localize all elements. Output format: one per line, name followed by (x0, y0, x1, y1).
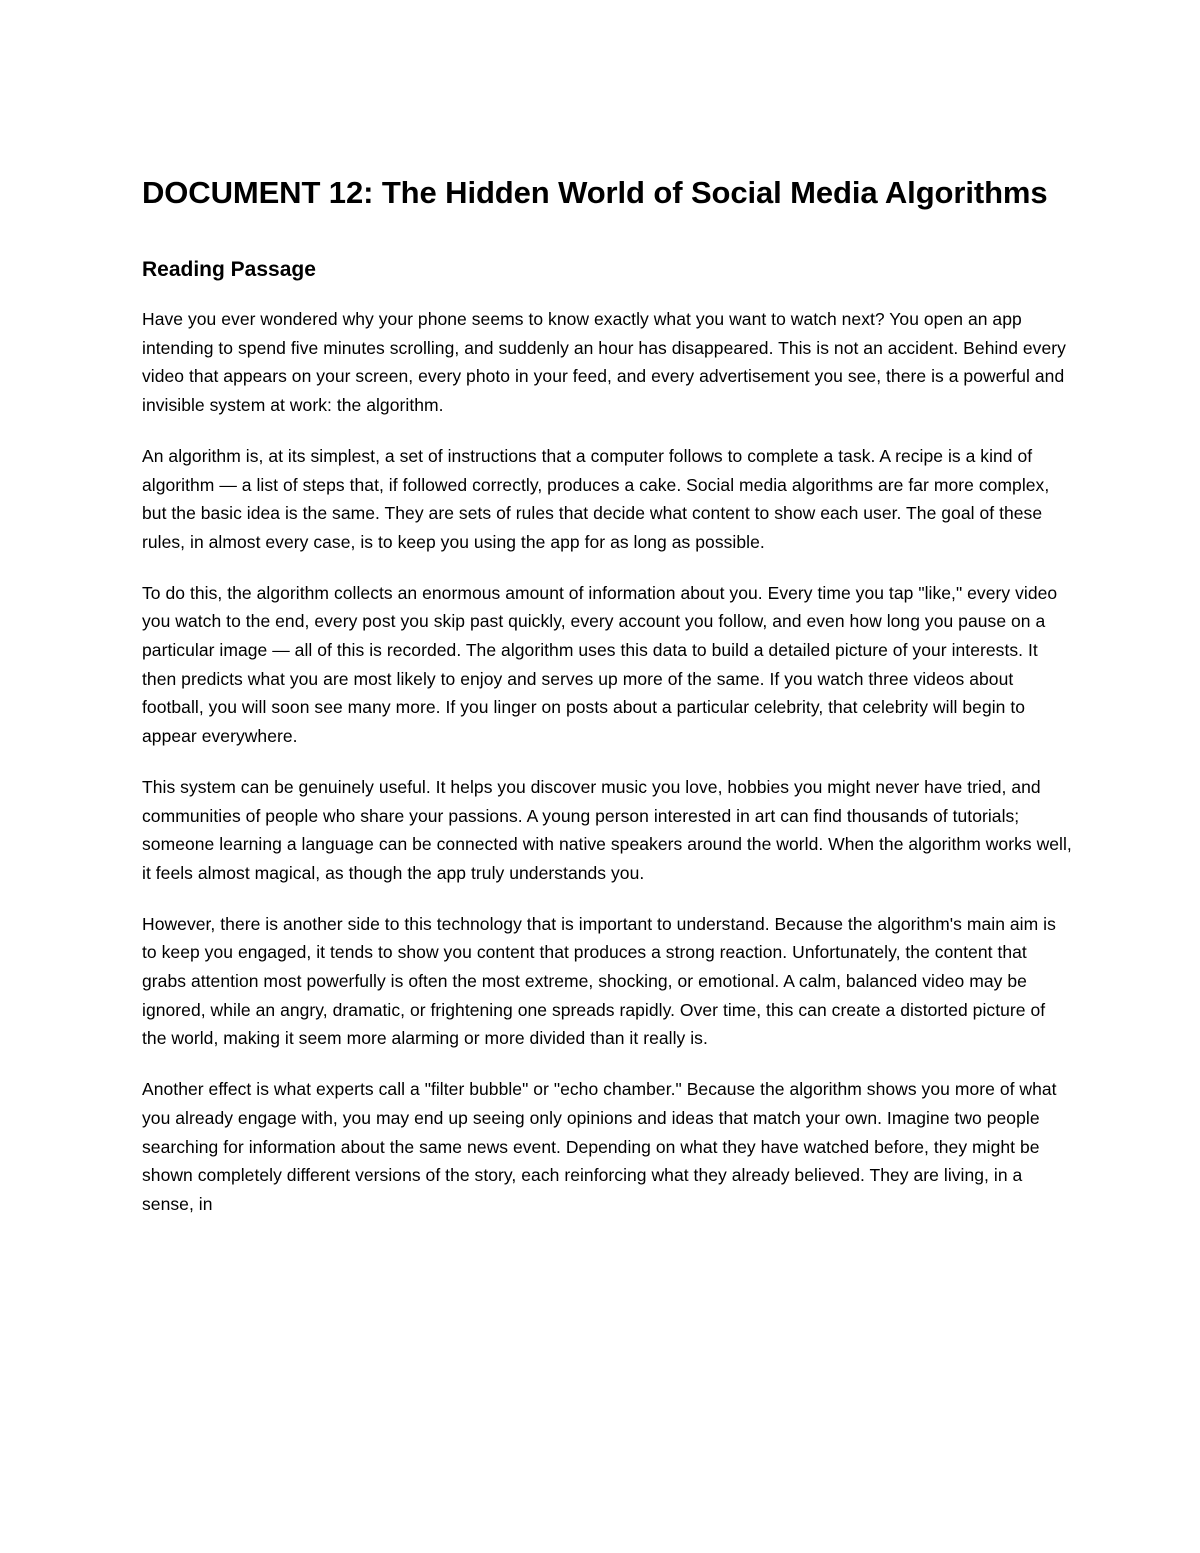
passage-paragraph: Have you ever wondered why your phone seems to know exactly what you want to watch next? You open an app intending to spend five minutes scrolling, and suddenly an hour has disappeared. This is not an accident. Behind every video that appears on your screen, every photo in your feed, and every advertisement you see, there is a powerful and invisible system at work: the algorithm. (142, 309, 1066, 416)
passage-paragraph: Another effect is what experts call a "filter bubble" or "echo chamber." Because the algorithm shows you more of what you already engage with, you may end up seeing only opinions and ideas that match your own. Imagine two people searching for information about the same news event. Depending on what they have watched before, they might be shown completely different versions of the story, each reinforcing what they already believed. They are living, in a sense, in (142, 1079, 1057, 1214)
passage-paragraph: This system can be genuinely useful. It helps you discover music you love, hobbies you might never have tried, and communities of people who share your passions. A young person interested in art can find thousands of tutorials; someone learning a language can be connected with native speakers around the world. When the algorithm works well, it feels almost magical, as though the app truly understands you. (142, 776, 1072, 883)
passage-paragraph: An algorithm is, at its simplest, a set of instructions that a computer follows to complete a task. A recipe is a kind of algorithm — a list of steps that, if followed correctly, produces a cake. Social media algorithms are far more complex, but the basic idea is the same. They are sets of rules that decide what content to show each user. The goal of these rules, in almost every case, is to keep you using the app for as long as possible. (142, 445, 1050, 552)
document-title: DOCUMENT 12: The Hidden World of Social Media Algorithms (142, 175, 1048, 210)
passage-paragraph: However, there is another side to this technology that is important to understand. Because the algorithm's main aim is to keep you engaged, it tends to show you content that produces a strong reaction. Unfortunately, the content that grabs attention most powerfully is often the most extreme, shocking, or emotional. A calm, balanced video may be ignored, while an angry, dramatic, or frightening one spreads rapidly. Over time, this can create a distorted picture of the world, making it seem more alarming or more divided than it really is. (142, 913, 1056, 1049)
document-page (142, 170, 1072, 1219)
reading-passage (142, 305, 1072, 1219)
section-heading: Reading Passage (142, 258, 316, 281)
passage-paragraph: To do this, the algorithm collects an enormous amount of information about you. Every time you tap "like," every video you watch to the end, every post you skip past quickly, every account you follow, and even how long you pause on a particular image — all of this is recorded. The algorithm uses this data to build a detailed picture of your interests. It then predicts what you are most likely to enjoy and serves up more of the same. If you watch three videos about football, you will soon see many more. If you linger on posts about a particular celebrity, that celebrity will begin to appear everywhere. (142, 582, 1058, 747)
